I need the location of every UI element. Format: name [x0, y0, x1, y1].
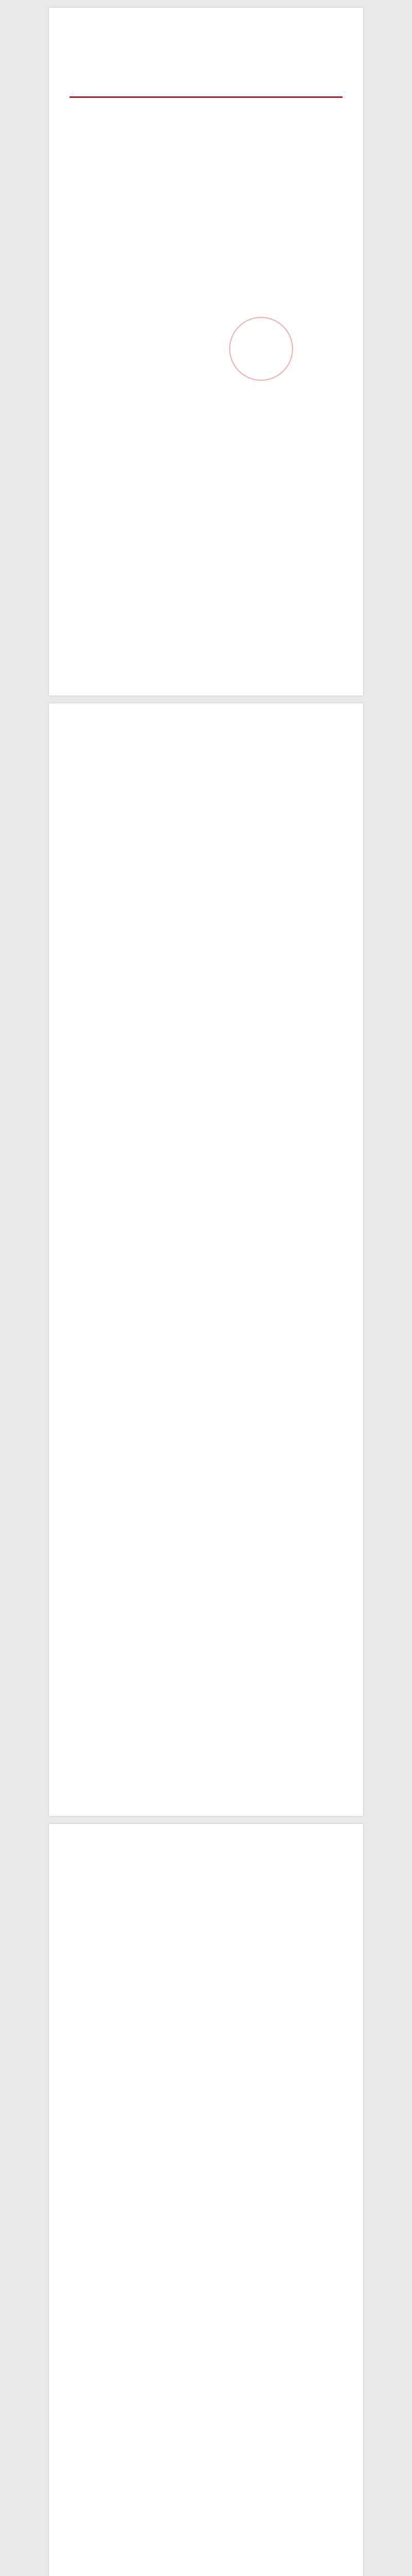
notice-paragraph	[72, 152, 340, 255]
page-number	[49, 1797, 363, 1803]
red-divider	[70, 96, 342, 98]
notice-title	[80, 111, 332, 133]
body-text-block	[72, 1844, 340, 2576]
chapter-heading	[49, 775, 363, 784]
page-number	[49, 676, 363, 683]
doc-number	[49, 85, 363, 92]
page-2	[49, 703, 363, 1816]
notice-paragraph	[72, 265, 340, 286]
org-title	[49, 55, 363, 73]
body-text-block	[72, 1224, 340, 1780]
mongolian-script-header	[49, 23, 363, 50]
page-3	[49, 1824, 363, 2576]
attachment-title	[80, 739, 332, 764]
body-text-block	[72, 791, 340, 1213]
official-seal	[229, 317, 293, 381]
page-1	[49, 8, 363, 696]
